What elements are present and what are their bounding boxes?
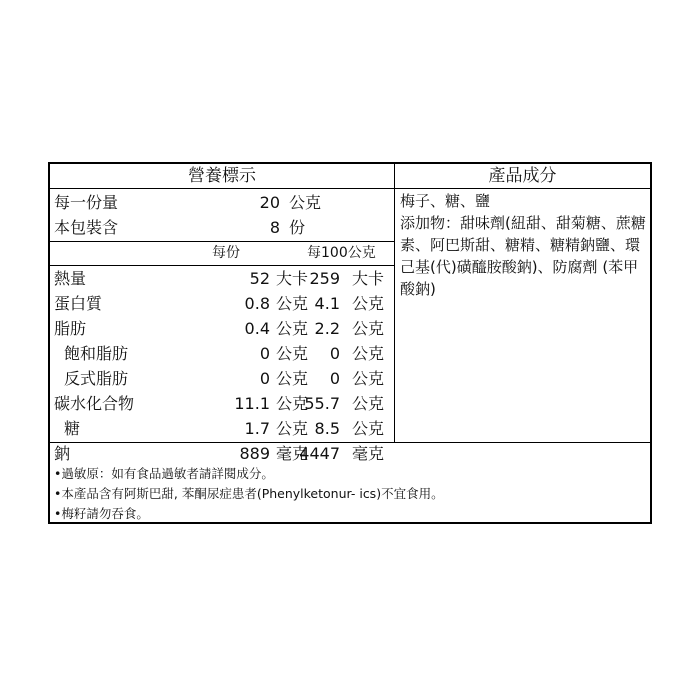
per-serving-value: 0 bbox=[259, 344, 270, 363]
per-100g-value: 4.1 bbox=[314, 294, 340, 313]
notes-divider bbox=[50, 442, 650, 443]
header-divider bbox=[50, 188, 650, 189]
serving-label: 每一份量 bbox=[54, 193, 119, 212]
per-serving-header: 每份 bbox=[212, 245, 240, 261]
nutrient-name: 糖 bbox=[64, 419, 81, 438]
pit-warning-note: •梅籽請勿吞食。 bbox=[54, 506, 149, 521]
nutrient-name: 蛋白質 bbox=[54, 294, 103, 313]
per-100g-unit: 公克 bbox=[352, 419, 385, 438]
per-serving-value: 0 bbox=[259, 369, 270, 388]
nutrition-title: 營養標示 bbox=[188, 166, 256, 186]
per-100g-value: 0 bbox=[329, 344, 340, 363]
nutrient-name: 反式脂肪 bbox=[64, 369, 129, 388]
ingredients-additives: 添加物：甜味劑(紐甜、甜菊糖、蔗糖素、阿巴斯甜、糖精、糖精鈉鹽、環己基(代)磺醯胺酸鈉)、防腐劑 (苯甲酸鈉) bbox=[400, 214, 646, 298]
per-serving-value: 0.4 bbox=[244, 319, 270, 338]
ingredients-main: 梅子、糖、鹽 bbox=[400, 192, 491, 210]
per-100g-header: 每100公克 bbox=[307, 245, 376, 261]
per-100g-unit: 公克 bbox=[352, 294, 385, 313]
per-serving-unit: 公克 bbox=[276, 344, 309, 363]
package-label: 本包裝含 bbox=[54, 218, 119, 237]
per-100g-value: 259 bbox=[309, 269, 340, 288]
per-serving-value: 52 bbox=[249, 269, 270, 288]
per-100g-value: 8.5 bbox=[314, 419, 340, 438]
per-serving-unit: 公克 bbox=[276, 419, 309, 438]
per-100g-unit: 公克 bbox=[352, 344, 385, 363]
nutrient-name: 熱量 bbox=[54, 269, 87, 288]
per-100g-unit: 毫克 bbox=[352, 444, 385, 463]
serving-value: 20 bbox=[259, 193, 280, 212]
per-100g-value: 55.7 bbox=[304, 394, 340, 413]
per-serving-unit: 公克 bbox=[276, 294, 309, 313]
nutrient-name: 碳水化合物 bbox=[54, 394, 135, 413]
per-100g-unit: 公克 bbox=[352, 319, 385, 338]
serving-unit: 公克 bbox=[289, 193, 322, 212]
per-serving-value: 1.7 bbox=[244, 419, 270, 438]
notes-section bbox=[50, 462, 650, 522]
nutrient-name: 鈉 bbox=[54, 444, 71, 463]
column-divider bbox=[394, 164, 395, 442]
per-serving-value: 889 bbox=[239, 444, 270, 463]
aspartame-note: •本產品含有阿斯巴甜, 苯酮尿症患者(Phenylketonur- ics)不宜食用。 bbox=[54, 486, 444, 501]
per-100g-value: 2.2 bbox=[314, 319, 340, 338]
per-serving-value: 0.8 bbox=[244, 294, 270, 313]
nutrient-name: 飽和脂肪 bbox=[64, 344, 129, 363]
allergen-note: •過敏原：如有食品過敏者請詳閱成分。 bbox=[54, 466, 274, 481]
per-100g-value: 0 bbox=[329, 369, 340, 388]
ingredients-text bbox=[400, 190, 650, 300]
package-unit: 份 bbox=[289, 218, 306, 237]
per-serving-unit: 公克 bbox=[276, 394, 309, 413]
per-100g-unit: 公克 bbox=[352, 369, 385, 388]
per-100g-value: 4447 bbox=[299, 444, 340, 463]
serving-divider bbox=[50, 241, 394, 242]
nutrient-name: 脂肪 bbox=[54, 319, 87, 338]
per-serving-unit: 大卡 bbox=[276, 269, 309, 288]
per-serving-unit: 公克 bbox=[276, 369, 309, 388]
ingredients-title: 產品成分 bbox=[488, 166, 557, 186]
per-100g-unit: 公克 bbox=[352, 394, 385, 413]
per-serving-value: 11.1 bbox=[234, 394, 270, 413]
per-100g-unit: 大卡 bbox=[352, 269, 385, 288]
per-serving-unit: 毫克 bbox=[276, 444, 309, 463]
package-value: 8 bbox=[269, 218, 280, 237]
column-header-divider bbox=[50, 265, 394, 266]
per-serving-unit: 公克 bbox=[276, 319, 309, 338]
